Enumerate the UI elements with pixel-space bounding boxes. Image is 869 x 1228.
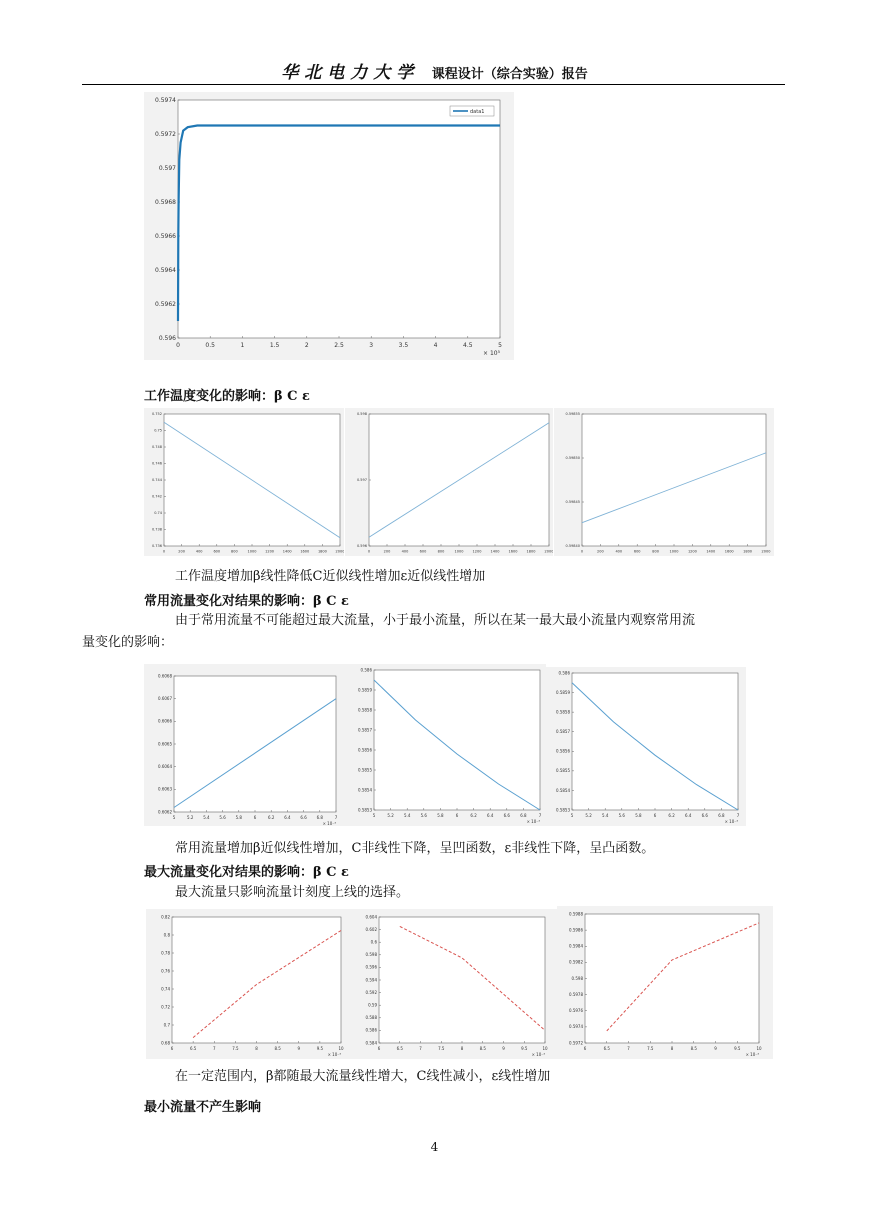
- y-tick-label: 0.5972: [569, 1040, 583, 1046]
- x-tick-label: 3.5: [398, 342, 409, 349]
- x-tick-label: 1400: [706, 549, 716, 554]
- x-tick-label: 1.5: [269, 342, 280, 349]
- figure-temp-beta: [144, 408, 344, 556]
- x-tick-label: 1200: [472, 549, 482, 554]
- y-tick-label: 0.6062: [158, 809, 172, 815]
- figure-max-epsilon: [557, 906, 773, 1059]
- figure-flow-c: [350, 664, 546, 826]
- x-tick-label: 600: [213, 549, 221, 554]
- y-tick-label: 0.596: [356, 544, 367, 549]
- x-tick-label: 5: [372, 813, 376, 818]
- x-tick-label: 6.8: [718, 813, 725, 818]
- x-tick-label: 6.5: [396, 1046, 403, 1051]
- y-tick-label: 0.5858: [556, 709, 570, 715]
- x-tick-label: 0: [162, 549, 166, 554]
- y-tick-label: 0.5966: [155, 233, 176, 240]
- y-tick-label: 0.5978: [569, 991, 583, 997]
- x-tick-label: 600: [419, 549, 427, 554]
- x-tick-label: 7: [538, 813, 542, 818]
- x-tick-label: 8: [670, 1046, 674, 1051]
- x-tick-label: 7: [212, 1046, 216, 1051]
- figure-max-c: [353, 909, 557, 1059]
- x-tick-label: 0: [367, 549, 371, 554]
- x-tick-label: 8.5: [690, 1046, 697, 1051]
- x-tick-label: 2000: [761, 549, 771, 554]
- x-tick-label: 7: [419, 1046, 422, 1051]
- y-tick-label: 0.598: [365, 952, 377, 958]
- x-tick-label: 2: [304, 342, 309, 349]
- y-tick-label: 0.5976: [569, 1008, 583, 1014]
- x-exponent-label: × 10⁵: [483, 350, 500, 357]
- x-tick-label: 1000: [247, 549, 257, 554]
- text-common-flow-2: 量变化的影响：: [82, 635, 174, 650]
- figure-main-curve: [144, 92, 514, 360]
- x-tick-label: 4.5: [463, 342, 473, 349]
- x-tick-label: 800: [652, 549, 659, 554]
- x-tick-label: 5.2: [387, 813, 394, 818]
- y-tick-label: 0.59845: [565, 500, 580, 505]
- figure-temp-c: [345, 408, 553, 556]
- y-tick-label: 0.5974: [155, 97, 176, 104]
- x-tick-label: 5.8: [235, 815, 242, 820]
- x-tick-label: 9.5: [734, 1046, 741, 1051]
- x-tick-label: 7.5: [438, 1046, 445, 1051]
- y-tick-label: 0.5853: [556, 807, 570, 813]
- chart-svg: [554, 408, 774, 556]
- x-tick-label: 6.8: [520, 813, 527, 818]
- x-tick-label: 600: [633, 549, 641, 554]
- university-logo-text: 华北电力大学: [281, 63, 420, 83]
- x-tick-label: 6.2: [668, 813, 675, 818]
- x-tick-label: 9: [297, 1046, 301, 1051]
- y-tick-label: 0.5968: [155, 199, 176, 206]
- x-tick-label: 5.8: [437, 813, 444, 818]
- y-tick-label: 0.72: [161, 1004, 170, 1010]
- x-tick-label: 1400: [282, 549, 292, 554]
- y-tick-label: 0.5984: [569, 943, 583, 949]
- x-tick-label: 1000: [454, 549, 464, 554]
- x-tick-label: 5: [570, 813, 574, 818]
- x-tick-label: 6.6: [300, 815, 307, 820]
- x-tick-label: 200: [597, 549, 604, 554]
- x-exponent-label: × 10⁻³: [745, 1052, 759, 1057]
- x-tick-label: 1: [240, 342, 245, 349]
- x-tick-label: 6: [455, 813, 459, 818]
- x-tick-label: 200: [383, 549, 391, 554]
- x-tick-label: 6.6: [503, 813, 510, 818]
- y-tick-label: 0.748: [151, 445, 162, 450]
- y-tick-label: 0.5974: [569, 1024, 583, 1030]
- x-tick-label: 2000: [335, 549, 344, 554]
- y-tick-label: 0.7: [163, 1022, 170, 1028]
- x-tick-label: 9: [714, 1046, 717, 1051]
- chart-svg: [146, 909, 353, 1059]
- plot-area: [374, 670, 540, 810]
- chart-svg: [557, 906, 773, 1059]
- x-exponent-label: × 10⁻³: [322, 821, 336, 826]
- x-tick-label: 1600: [508, 549, 518, 554]
- x-tick-label: 5.4: [203, 815, 210, 820]
- x-tick-label: 400: [195, 549, 203, 554]
- chart-svg: [144, 408, 344, 556]
- x-tick-label: 6.4: [685, 813, 692, 818]
- y-tick-label: 0.5854: [358, 787, 372, 793]
- x-tick-label: 5.2: [187, 815, 194, 820]
- x-tick-label: 1800: [317, 549, 327, 554]
- x-tick-label: 5.4: [602, 813, 609, 818]
- y-tick-label: 0.5855: [358, 767, 372, 773]
- x-tick-label: 5.6: [219, 815, 226, 820]
- y-tick-label: 0.82: [161, 914, 170, 920]
- x-tick-label: 6.2: [268, 815, 275, 820]
- x-tick-label: 5: [498, 342, 502, 349]
- y-tick-label: 0.588: [365, 1015, 377, 1021]
- x-tick-label: 7.5: [647, 1046, 654, 1051]
- x-tick-label: 9: [502, 1046, 505, 1051]
- y-tick-label: 0.68: [161, 1040, 170, 1046]
- x-tick-label: 6: [377, 1046, 381, 1051]
- y-tick-label: 0.738: [151, 527, 162, 532]
- y-tick-label: 0.597: [356, 478, 367, 483]
- chart-svg: [144, 664, 350, 826]
- y-tick-label: 0.584: [365, 1040, 377, 1046]
- page-header: [0, 58, 869, 83]
- x-exponent-label: × 10⁻³: [724, 819, 738, 824]
- y-tick-label: 0.6065: [158, 741, 172, 747]
- x-tick-label: 6.4: [487, 813, 494, 818]
- x-tick-label: 6.8: [316, 815, 323, 820]
- y-tick-label: 0.5853: [358, 807, 372, 813]
- y-tick-label: 0.5857: [358, 727, 372, 733]
- y-tick-label: 0.6067: [158, 696, 172, 701]
- y-tick-label: 0.586: [360, 667, 372, 673]
- y-tick-label: 0.592: [365, 989, 377, 995]
- x-tick-label: 2000: [544, 549, 553, 554]
- y-tick-label: 0.5859: [358, 687, 372, 693]
- heading-temperature: 工作温度变化的影响：β C ε: [144, 389, 310, 404]
- y-tick-label: 0.5854: [556, 787, 570, 793]
- x-tick-label: 7: [736, 813, 740, 818]
- y-tick-label: 0.74: [161, 986, 170, 992]
- y-tick-label: 0.5982: [569, 959, 583, 965]
- y-tick-label: 0.596: [158, 335, 176, 342]
- y-tick-label: 0.59: [368, 1002, 377, 1008]
- x-tick-label: 0.5: [205, 342, 215, 349]
- header-rule: [82, 84, 785, 85]
- x-tick-label: 8.5: [479, 1046, 486, 1051]
- x-exponent-label: × 10⁻³: [531, 1052, 545, 1057]
- plot-area: [172, 917, 341, 1043]
- x-tick-label: 800: [437, 549, 445, 554]
- x-tick-label: 3: [369, 342, 374, 349]
- chart-svg: [353, 909, 557, 1059]
- y-tick-label: 0.5962: [155, 301, 176, 308]
- x-tick-label: 6.6: [701, 813, 708, 818]
- y-tick-label: 0.6064: [158, 764, 172, 769]
- y-tick-label: 0.586: [365, 1027, 377, 1033]
- x-exponent-label: × 10⁻³: [526, 819, 540, 824]
- y-tick-label: 0.5972: [155, 131, 176, 138]
- page-number: 4: [430, 1140, 439, 1154]
- x-tick-label: 8: [255, 1046, 258, 1051]
- x-tick-label: 1800: [743, 549, 753, 554]
- x-tick-label: 5.4: [404, 813, 411, 818]
- figure-max-beta: [146, 909, 353, 1059]
- x-tick-label: 0: [580, 549, 584, 554]
- y-tick-label: 0.586: [558, 670, 570, 676]
- text-temperature-result: 工作温度增加β线性降低C近似线性增加ε近似线性增加: [175, 569, 486, 584]
- chart-svg: [345, 408, 553, 556]
- x-tick-label: 7: [334, 815, 338, 820]
- x-tick-label: 1600: [300, 549, 310, 554]
- y-tick-label: 0.75: [154, 428, 162, 433]
- x-tick-label: 9.5: [316, 1046, 324, 1051]
- y-tick-label: 0.5856: [556, 748, 570, 754]
- chart-svg: [546, 667, 746, 826]
- y-tick-label: 0.8: [163, 932, 170, 938]
- y-tick-label: 0.5857: [556, 729, 570, 735]
- y-tick-label: 0.6068: [158, 673, 172, 679]
- chart-svg: [144, 92, 514, 360]
- x-tick-label: 5.8: [635, 813, 642, 818]
- heading-common-flow: 常用流量变化对结果的影响：β C ε: [144, 594, 349, 609]
- x-tick-label: 6.2: [470, 813, 477, 818]
- plot-area: [585, 914, 759, 1043]
- y-tick-label: 0.59850: [565, 456, 580, 461]
- x-tick-label: 10: [542, 1046, 548, 1051]
- x-tick-label: 1400: [490, 549, 500, 554]
- heading-max-flow: 最大流量变化对结果的影响：β C ε: [144, 865, 349, 880]
- y-tick-label: 0.59855: [565, 412, 580, 417]
- x-exponent-label: × 10⁻³: [327, 1052, 341, 1057]
- text-common-flow-1: 由于常用流量不可能超过最大流量，小于最小流量，所以在某一最大最小流量内观察常用流: [175, 613, 696, 628]
- x-tick-label: 5.6: [618, 813, 625, 818]
- y-tick-label: 0.6063: [158, 786, 172, 792]
- y-tick-label: 0.5855: [556, 768, 570, 774]
- text-max-flow-result: 在一定范围内，β都随最大流量线性增大，C线性减小，ε线性增加: [175, 1069, 551, 1084]
- x-tick-label: 400: [401, 549, 409, 554]
- plot-area: [582, 414, 766, 546]
- x-tick-label: 1600: [724, 549, 734, 554]
- x-tick-label: 10: [756, 1046, 762, 1051]
- x-tick-label: 8.5: [274, 1046, 281, 1051]
- figure-flow-beta: [144, 664, 350, 826]
- x-tick-label: 200: [178, 549, 185, 554]
- y-tick-label: 0.74: [154, 511, 162, 516]
- y-tick-label: 0.594: [365, 977, 377, 983]
- x-tick-label: 7.5: [232, 1046, 239, 1051]
- x-tick-label: 6.5: [603, 1046, 610, 1051]
- y-tick-label: 0.6066: [158, 718, 172, 724]
- plot-area: [178, 100, 500, 338]
- x-tick-label: 1800: [526, 549, 536, 554]
- x-tick-label: 5: [172, 815, 176, 820]
- x-tick-label: 400: [615, 549, 623, 554]
- y-tick-label: 0.752: [151, 412, 162, 417]
- heading-min-flow: 最小流量不产生影响: [144, 1100, 262, 1115]
- x-tick-label: 6.5: [189, 1046, 197, 1051]
- x-tick-label: 1000: [669, 549, 679, 554]
- report-title: 课程设计（综合实验）报告: [431, 67, 588, 82]
- y-tick-label: 0.744: [151, 478, 162, 483]
- x-tick-label: 6.4: [284, 815, 291, 820]
- x-tick-label: 1200: [265, 549, 275, 554]
- y-tick-label: 0.604: [365, 914, 377, 920]
- x-tick-label: 6: [583, 1046, 587, 1051]
- y-tick-label: 0.5986: [569, 927, 583, 933]
- figure-temp-epsilon: [554, 408, 774, 556]
- y-tick-label: 0.5988: [569, 911, 583, 917]
- x-tick-label: 7: [627, 1046, 630, 1051]
- y-tick-label: 0.598: [571, 975, 583, 981]
- x-tick-label: 800: [231, 549, 238, 554]
- x-tick-label: 10: [338, 1046, 344, 1051]
- y-tick-label: 0.5964: [155, 267, 176, 274]
- y-tick-label: 0.602: [365, 926, 377, 932]
- x-tick-label: 6: [253, 815, 257, 820]
- y-tick-label: 0.736: [151, 544, 162, 549]
- y-tick-label: 0.76: [161, 968, 170, 974]
- y-tick-label: 0.5859: [556, 689, 570, 695]
- x-tick-label: 5.2: [585, 813, 592, 818]
- x-tick-label: 4: [433, 342, 438, 349]
- y-tick-label: 0.597: [158, 165, 176, 172]
- figure-flow-epsilon: [546, 667, 746, 826]
- x-tick-label: 0: [176, 342, 180, 349]
- y-tick-label: 0.596: [365, 964, 377, 970]
- x-tick-label: 9.5: [521, 1046, 528, 1051]
- y-tick-label: 0.78: [161, 950, 170, 956]
- y-tick-label: 0.742: [151, 494, 162, 499]
- plot-area: [572, 673, 738, 810]
- plot-area: [379, 917, 545, 1043]
- x-tick-label: 6: [653, 813, 657, 818]
- text-common-flow-result: 常用流量增加β近似线性增加，C非线性下降，呈凹函数，ε非线性下降，呈凸函数。: [175, 841, 655, 856]
- x-tick-label: 2.5: [334, 342, 344, 349]
- x-tick-label: 8: [460, 1046, 464, 1051]
- text-max-flow-1: 最大流量只影响流量计刻度上线的选择。: [175, 885, 410, 900]
- y-tick-label: 0.5858: [358, 707, 372, 713]
- chart-svg: [350, 664, 546, 826]
- y-tick-label: 0.746: [151, 461, 162, 466]
- y-tick-label: 0.5856: [358, 747, 372, 753]
- x-tick-label: 5.6: [420, 813, 427, 818]
- x-tick-label: 6: [170, 1046, 174, 1051]
- y-tick-label: 0.59840: [565, 544, 580, 549]
- y-tick-label: 0.598: [356, 412, 367, 417]
- y-tick-label: 0.6: [370, 939, 377, 945]
- legend-label: data1: [470, 109, 485, 115]
- x-tick-label: 1200: [687, 549, 697, 554]
